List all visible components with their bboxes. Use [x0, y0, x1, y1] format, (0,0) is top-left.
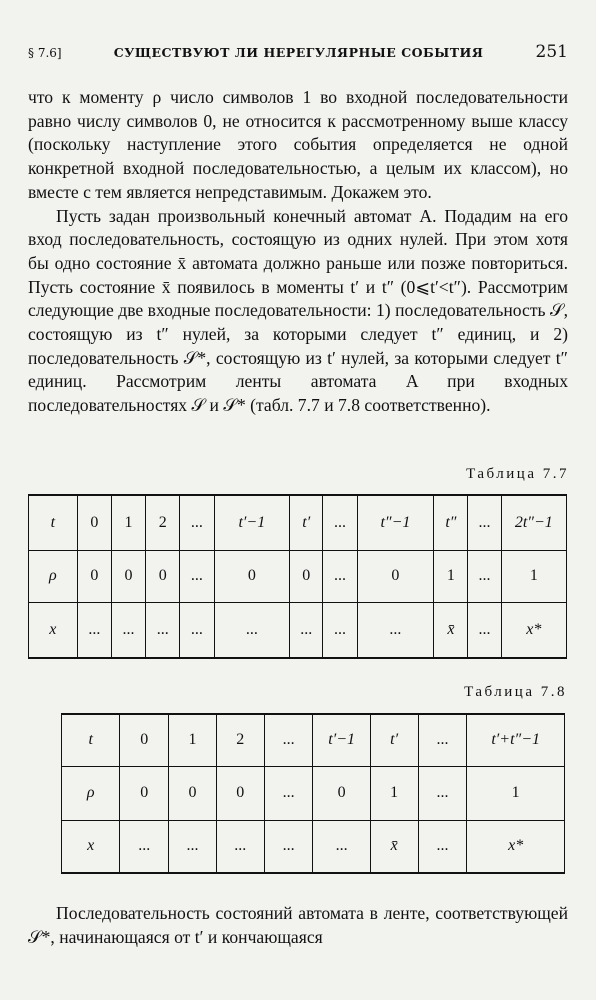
- table-cell: 0: [77, 550, 111, 602]
- table-cell: ...: [264, 820, 313, 873]
- table-cell: 0: [120, 766, 169, 820]
- section-ref: § 7.6]: [28, 46, 62, 60]
- table-cell: 0: [111, 550, 145, 602]
- table-cell: 1: [370, 766, 418, 820]
- table-cell: ...: [264, 714, 313, 766]
- table-7-8: [61, 713, 565, 874]
- table-cell: ρ: [62, 766, 120, 820]
- table-cell: t″−1: [357, 495, 434, 550]
- table-cell: 0: [146, 550, 180, 602]
- table-cell: ...: [146, 602, 180, 658]
- table-row: [62, 766, 565, 820]
- table-cell: 0: [290, 550, 323, 602]
- table-cell: ...: [214, 602, 290, 658]
- table-row: [62, 820, 565, 873]
- table-cell: 1: [434, 550, 468, 602]
- table-7-7: [28, 494, 567, 659]
- table-cell: ...: [216, 820, 264, 873]
- table-cell: ...: [357, 602, 434, 658]
- table-cell: 2: [146, 495, 180, 550]
- table-cell: 1: [169, 714, 217, 766]
- table-cell: ...: [290, 602, 323, 658]
- table-cell: x*: [467, 820, 565, 873]
- table-cell: 2: [216, 714, 264, 766]
- table-cell: t″: [434, 495, 468, 550]
- table-cell: ...: [418, 820, 467, 873]
- table-cell: 0: [214, 550, 290, 602]
- table-cell: 1: [467, 766, 565, 820]
- page-number: 251: [535, 42, 568, 62]
- table-cell: 0: [120, 714, 169, 766]
- table-cell: ρ: [29, 550, 78, 602]
- table-cell: ...: [468, 495, 501, 550]
- body-text-bottom: [28, 902, 568, 949]
- table-row: [29, 550, 567, 602]
- table-cell: ...: [468, 602, 501, 658]
- table-cell: x: [29, 602, 78, 658]
- table-cell: 0: [77, 495, 111, 550]
- table-cell: t′−1: [313, 714, 370, 766]
- table-cell: ...: [111, 602, 145, 658]
- table-cell: 1: [111, 495, 145, 550]
- chapter-title: СУЩЕСТВУЮТ ЛИ НЕРЕГУЛЯРНЫЕ СОБЫТИЯ: [113, 45, 484, 60]
- table-cell: ...: [169, 820, 217, 873]
- table-row: [29, 495, 567, 550]
- table-cell: ...: [418, 714, 467, 766]
- table-cell: ...: [180, 602, 214, 658]
- table-cell: t′+t″−1: [467, 714, 565, 766]
- table-cell: t: [62, 714, 120, 766]
- table-cell: x̄: [370, 820, 418, 873]
- table-cell: ...: [180, 495, 214, 550]
- running-header: [28, 42, 568, 62]
- table-cell: 0: [313, 766, 370, 820]
- table-cell: ...: [120, 820, 169, 873]
- table-cell: ...: [180, 550, 214, 602]
- table-cell: t′: [290, 495, 323, 550]
- paragraph-3: Последовательность состояний автомата в ленте, соответствующей 𝒮*, начинающаяся от t′ и кончающаяся: [28, 903, 568, 947]
- table-cell: ...: [323, 550, 357, 602]
- table-row: [29, 602, 567, 658]
- table-cell: x̄: [434, 602, 468, 658]
- table-cell: ...: [313, 820, 370, 873]
- table-cell: 0: [357, 550, 434, 602]
- table-cell: ...: [264, 766, 313, 820]
- table-cell: t′: [370, 714, 418, 766]
- table-7-8-caption: Таблица 7.8: [464, 684, 567, 700]
- table-cell: 2t″−1: [501, 495, 566, 550]
- table-cell: 1: [501, 550, 566, 602]
- table-cell: ...: [323, 495, 357, 550]
- table-cell: t′−1: [214, 495, 290, 550]
- table-cell: t: [29, 495, 78, 550]
- table-cell: ...: [418, 766, 467, 820]
- table-cell: x: [62, 820, 120, 873]
- paragraph-1: что к моменту ρ число символов 1 во входной последовательности равно числу символов 0, не относится к рассмотренному выше классу (поскольку наступление этого события определяется не одной конкретной входной последовательностью, а целым их классом), но вместе с тем является непредставимым. Докажем это.: [28, 87, 568, 202]
- paragraph-2: Пусть задан произвольный конечный автомат A. Подадим на его вход последовательность, состоящую из одних нулей. При этом хотя бы одно состояние x̄ автомата должно раньше или позже повториться. Пусть состояние x̄ появилось в моменты t′ и t″ (0⩽t′<t″). Рассмотрим следующие две входные последовательности: 1) последовательность 𝒮, состоящую из t″ нулей, за которыми следует t″ единиц, и 2) последовательность 𝒮*, состоящую из t′ нулей, за которыми следует t″ единиц. Рассмотрим ленты автомата A при входных последовательностях 𝒮 и 𝒮* (табл. 7.7 и 7.8 соответственно).: [28, 205, 568, 416]
- table-cell: ...: [323, 602, 357, 658]
- table-7-7-caption: Таблица 7.7: [466, 466, 569, 482]
- table-cell: 0: [169, 766, 217, 820]
- table-cell: ...: [468, 550, 501, 602]
- table-cell: x*: [501, 602, 566, 658]
- table-cell: ...: [77, 602, 111, 658]
- table-row: [62, 714, 565, 766]
- body-text-top: [28, 86, 568, 418]
- table-cell: 0: [216, 766, 264, 820]
